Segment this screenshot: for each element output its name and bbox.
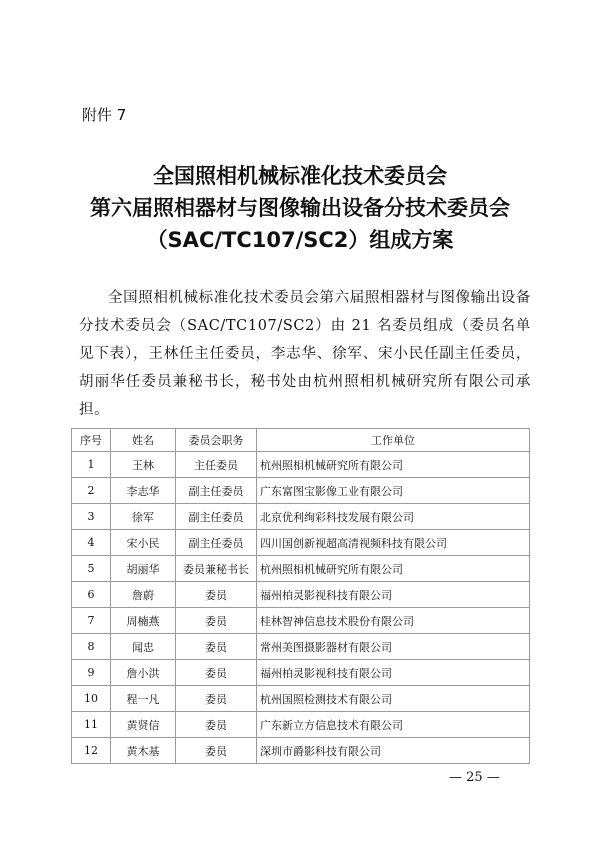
table-row	[72, 712, 530, 738]
table-row	[72, 686, 530, 712]
member-name: 黄木基	[111, 738, 176, 764]
member-name: 徐军	[111, 504, 176, 530]
member-name: 宋小民	[111, 530, 176, 556]
row-number: 11	[72, 712, 111, 738]
member-table	[71, 428, 530, 764]
document-title-line-3: （SAC/TC107/SC2）组成方案	[146, 228, 454, 252]
member-organization: 常州美图摄影器材有限公司	[257, 634, 530, 660]
row-number: 10	[72, 686, 111, 712]
table-row	[72, 530, 530, 556]
member-organization: 北京优利绚彩科技发展有限公司	[257, 504, 530, 530]
member-role: 委员	[176, 582, 257, 608]
member-organization: 广东富图宝影像工业有限公司	[257, 478, 530, 504]
header-name: 姓名	[111, 429, 176, 452]
row-number: 1	[72, 452, 111, 478]
member-role: 委员	[176, 738, 257, 764]
member-organization: 杭州照相机械研究所有限公司	[257, 556, 530, 582]
member-organization: 福州柏灵影视科技有限公司	[257, 582, 530, 608]
member-name: 程一凡	[111, 686, 176, 712]
document-title-line-1: 全国照相机械标准化技术委员会	[153, 164, 447, 188]
member-organization: 杭州国照检测技术有限公司	[257, 686, 530, 712]
table-row	[72, 478, 530, 504]
member-name: 詹蔚	[111, 582, 176, 608]
member-name: 周楠燕	[111, 608, 176, 634]
member-organization: 广东新立方信息技术有限公司	[257, 712, 530, 738]
member-role: 副主任委员	[176, 504, 257, 530]
table-row	[72, 556, 530, 582]
member-role: 副主任委员	[176, 478, 257, 504]
table-row	[72, 504, 530, 530]
member-role: 委员	[176, 712, 257, 738]
member-organization: 深圳市爵影科技有限公司	[257, 738, 530, 764]
member-name: 王林	[111, 452, 176, 478]
table-header-row	[72, 429, 530, 452]
member-name: 胡丽华	[111, 556, 176, 582]
header-number: 序号	[72, 429, 111, 452]
member-organization: 杭州照相机械研究所有限公司	[257, 452, 530, 478]
member-role: 委员	[176, 634, 257, 660]
table-row	[72, 452, 530, 478]
row-number: 5	[72, 556, 111, 582]
header-organization: 工作单位	[257, 429, 530, 452]
attachment-label: 附件 7	[82, 106, 127, 124]
member-organization: 桂林智神信息技术股份有限公司	[257, 608, 530, 634]
document-title-line-2: 第六届照相器材与图像输出设备分技术委员会	[90, 196, 510, 220]
row-number: 6	[72, 582, 111, 608]
table-row	[72, 634, 530, 660]
intro-paragraph: 全国照相机械标准化技术委员会第六届照相器材与图像输出设备分技术委员会（SAC/TC107/SC2）由 21 名委员组成（委员名单见下表），王林任主任委员，李志华、徐军、宋小民任副主任委员，胡丽华任委员兼秘书长，秘书处由杭州照相机械研究所有限公司承担。	[79, 290, 531, 418]
member-role: 委员兼秘书长	[176, 556, 257, 582]
table-row	[72, 738, 530, 764]
member-role: 委员	[176, 608, 257, 634]
row-number: 7	[72, 608, 111, 634]
member-organization: 福州柏灵影视科技有限公司	[257, 660, 530, 686]
row-number: 12	[72, 738, 111, 764]
member-name: 黄贤信	[111, 712, 176, 738]
page-number: — 25 —	[449, 770, 500, 785]
member-role: 副主任委员	[176, 530, 257, 556]
table-row	[72, 608, 530, 634]
member-role: 委员	[176, 686, 257, 712]
row-number: 2	[72, 478, 111, 504]
member-name: 闻忠	[111, 634, 176, 660]
row-number: 8	[72, 634, 111, 660]
row-number: 4	[72, 530, 111, 556]
member-role: 委员	[176, 660, 257, 686]
member-name: 李志华	[111, 478, 176, 504]
row-number: 9	[72, 660, 111, 686]
header-role: 委员会职务	[176, 429, 257, 452]
row-number: 3	[72, 504, 111, 530]
table-row	[72, 660, 530, 686]
member-role: 主任委员	[176, 452, 257, 478]
table-row	[72, 582, 530, 608]
member-name: 詹小洪	[111, 660, 176, 686]
member-organization: 四川国创新视超高清视频科技有限公司	[257, 530, 530, 556]
